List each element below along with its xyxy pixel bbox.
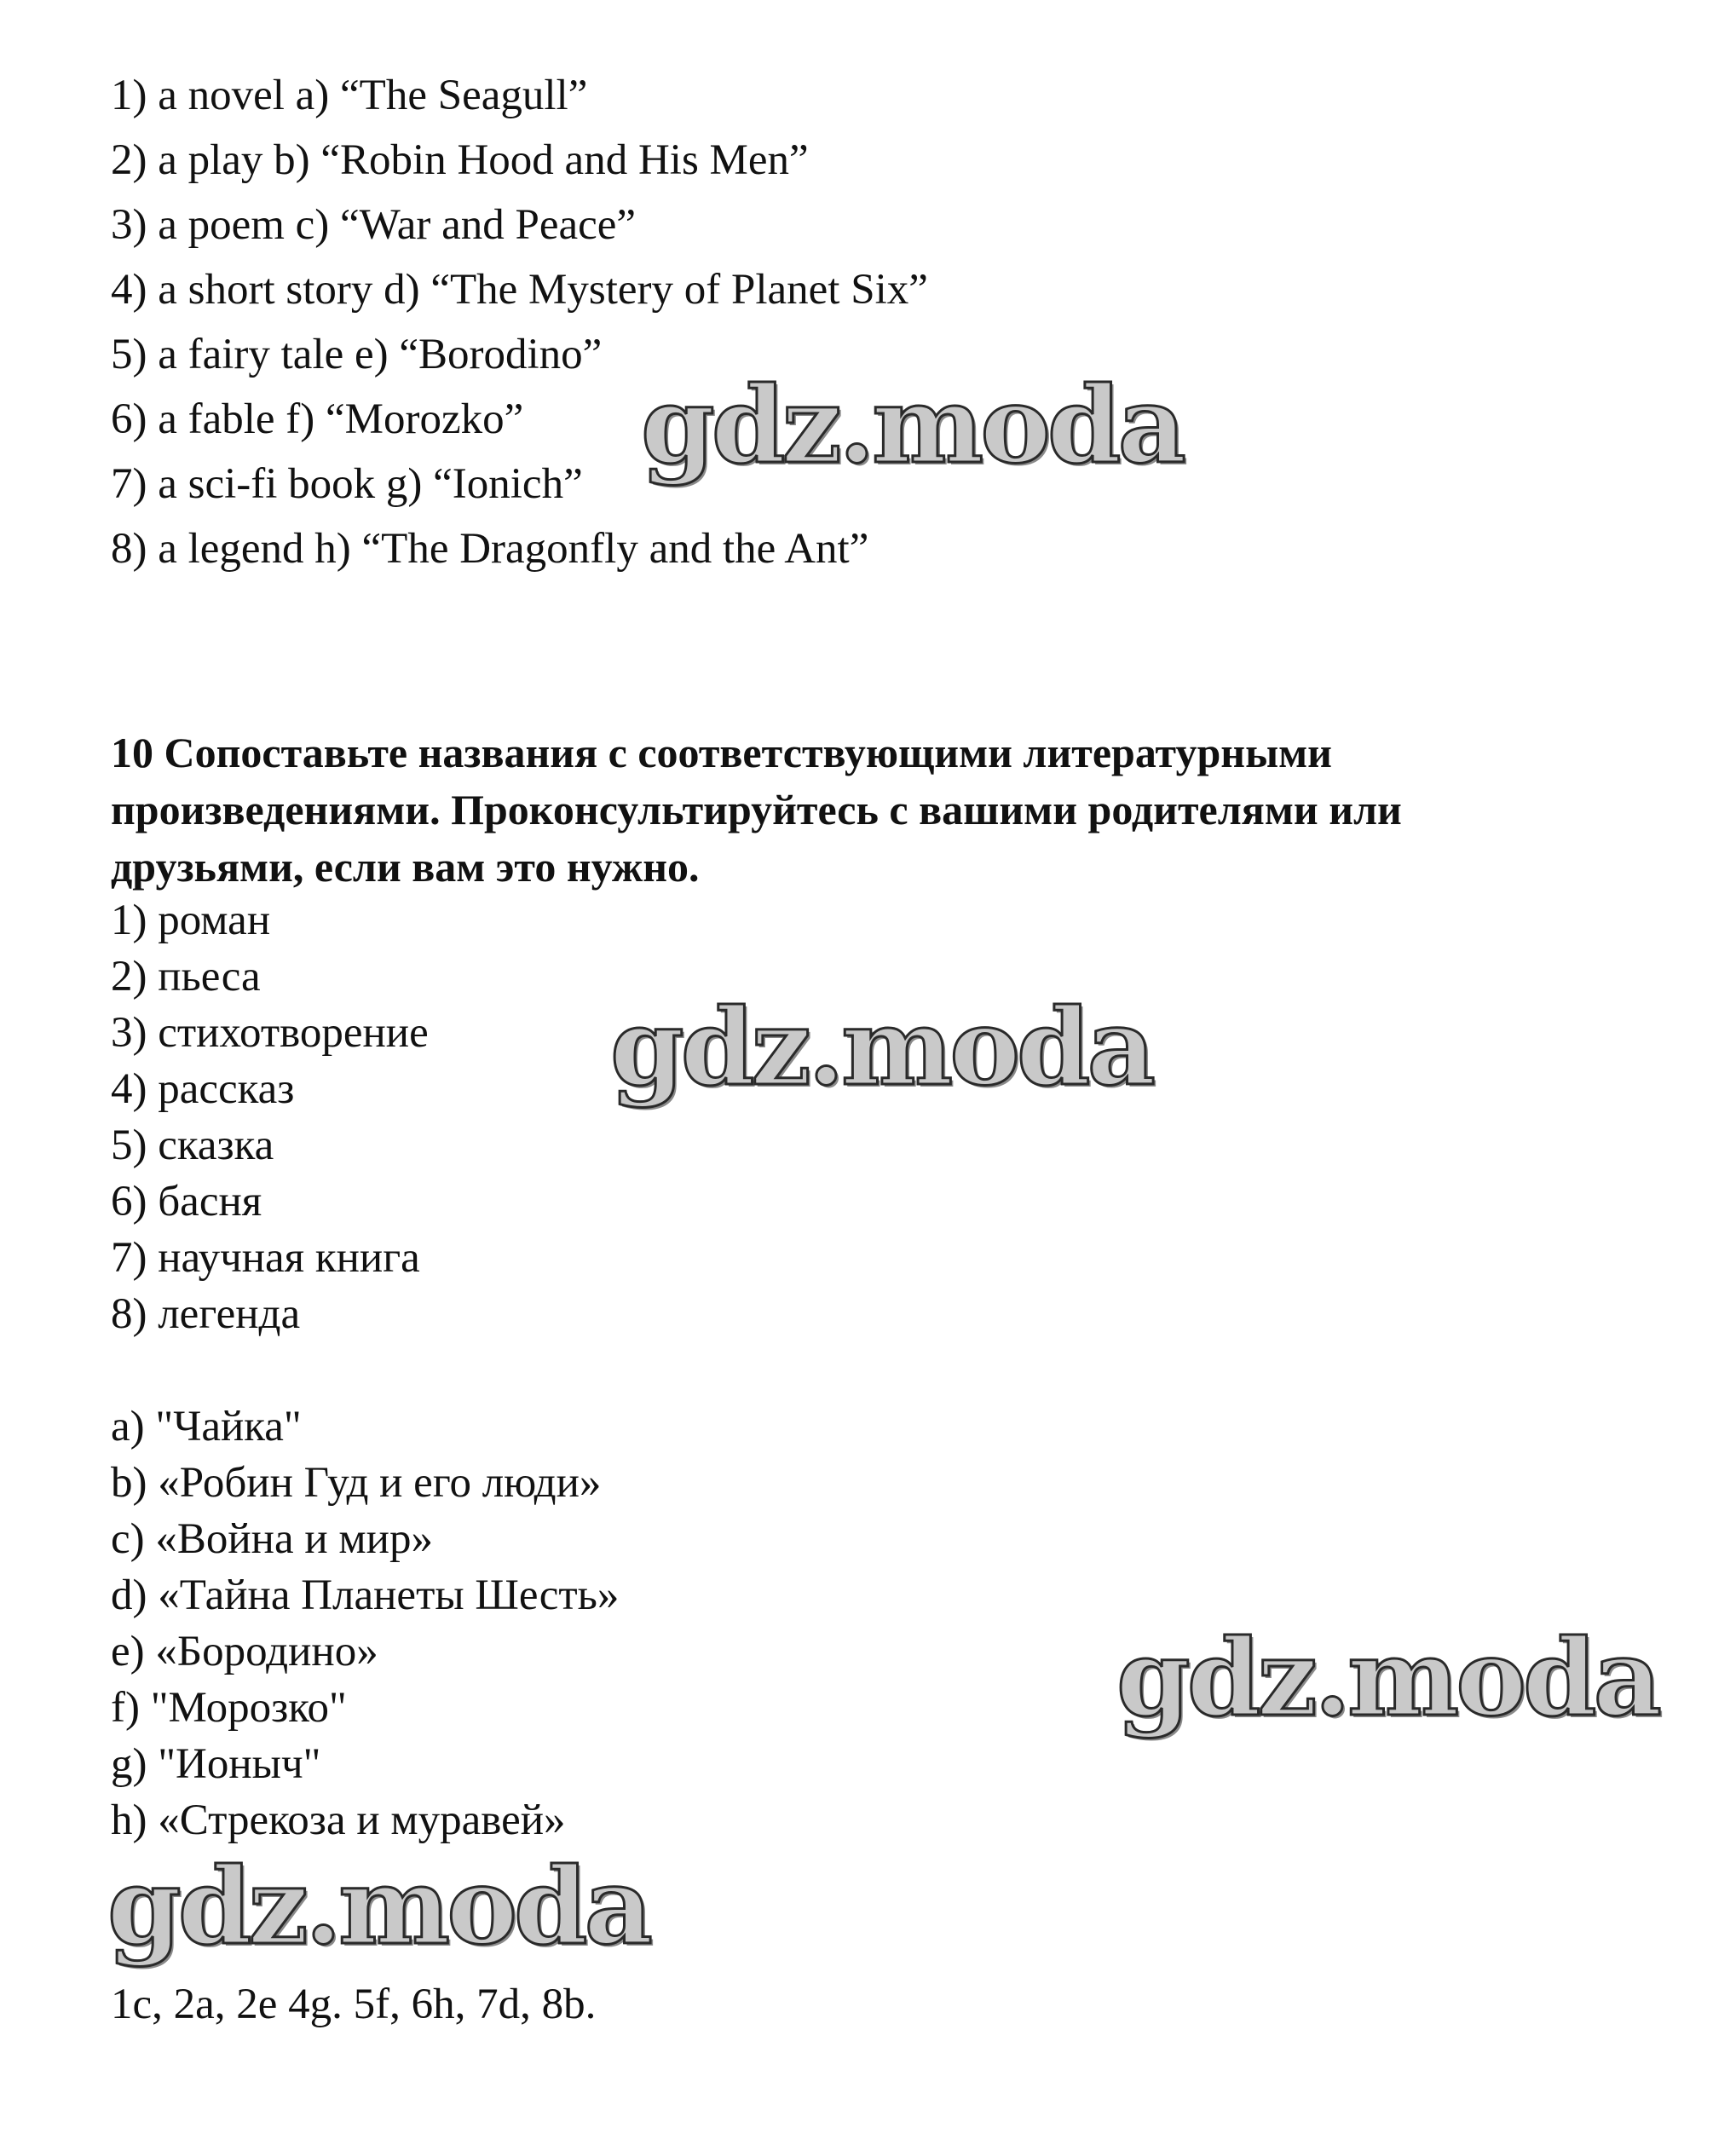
- genre-item: 4) рассказ: [111, 1065, 295, 1113]
- english-list-item: 4) a short story d) “The Mystery of Planet Six”: [111, 266, 928, 314]
- watermark: gdz.moda: [107, 1845, 649, 1969]
- english-list-item: 1) a novel a) “The Seagull”: [111, 72, 588, 119]
- title-item: c) «Война и мир»: [111, 1515, 433, 1563]
- answer-line: 1c, 2a, 2e 4g. 5f, 6h, 7d, 8b.: [111, 1981, 597, 2028]
- english-list-item: 5) a fairy tale e) “Borodino”: [111, 331, 603, 378]
- watermark: gdz.moda: [641, 364, 1183, 487]
- task-heading-line: друзьями, если вам это нужно.: [111, 843, 700, 891]
- task-heading: [111, 724, 1662, 896]
- task-heading-line: произведениями. Проконсультируйтесь с вашими родителями или: [111, 786, 1402, 833]
- title-item: f) "Морозко": [111, 1684, 347, 1732]
- genre-item: 7) научная книга: [111, 1234, 420, 1282]
- task-heading-line: 10 Сопоставьте названия с соответствующими литературными: [111, 729, 1332, 776]
- genre-item: 8) легенда: [111, 1290, 301, 1338]
- english-list-item: 8) a legend h) “The Dragonfly and the Ant”: [111, 525, 869, 573]
- title-item: h) «Стрекоза и муравей»: [111, 1796, 566, 1844]
- watermark: gdz.moda: [1116, 1617, 1658, 1740]
- english-list-item: 3) a poem c) “War and Peace”: [111, 201, 637, 249]
- title-item: b) «Робин Гуд и его люди»: [111, 1459, 602, 1507]
- genre-item: 3) стихотворение: [111, 1009, 429, 1057]
- english-list-item: 6) a fable f) “Morozko”: [111, 395, 524, 443]
- english-list-item: 2) a play b) “Robin Hood and His Men”: [111, 136, 809, 184]
- title-item: g) "Ионыч": [111, 1740, 321, 1788]
- title-item: a) "Чайка": [111, 1403, 302, 1450]
- english-list-item: 7) a sci-fi book g) “Ionich”: [111, 460, 583, 508]
- genre-item: 5) сказка: [111, 1122, 274, 1169]
- title-item: e) «Бородино»: [111, 1628, 378, 1675]
- watermark: gdz.moda: [610, 986, 1152, 1110]
- genre-item: 1) роман: [111, 897, 271, 944]
- title-item: d) «Тайна Планеты Шесть»: [111, 1571, 620, 1619]
- genre-item: 2) пьеса: [111, 953, 261, 1001]
- genre-item: 6) басня: [111, 1178, 262, 1225]
